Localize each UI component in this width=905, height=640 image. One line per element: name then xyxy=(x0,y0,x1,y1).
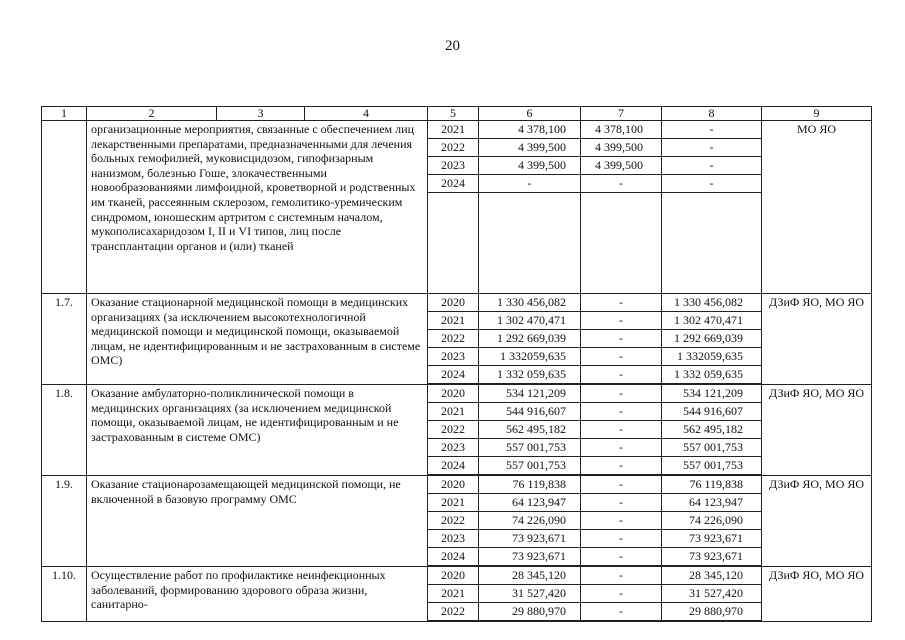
total-cell: 1 332 059,635 xyxy=(479,366,581,384)
oms-fund-cell: 64 123,947 xyxy=(662,494,762,512)
empty-cell xyxy=(581,621,662,622)
regional-budget-cell: - xyxy=(581,175,662,193)
year-cell: 2021 xyxy=(428,585,479,603)
table-row xyxy=(42,476,872,494)
oms-fund-cell: 29 880,970 xyxy=(662,603,762,621)
total-cell: 4 399,500 xyxy=(479,157,581,175)
total-cell: 557 001,753 xyxy=(479,439,581,457)
regional-budget-cell: - xyxy=(581,530,662,548)
regional-budget-cell: - xyxy=(581,548,662,566)
oms-fund-cell: 534 121,209 xyxy=(662,385,762,403)
year-cell: 2021 xyxy=(428,312,479,330)
oms-fund-cell: 557 001,753 xyxy=(662,439,762,457)
total-cell: 1 332059,635 xyxy=(479,348,581,366)
item-name: Оказание стационарозамещающей медицинской помощи, не включенной в базовую программу ОМС xyxy=(87,476,428,567)
responsible-cell: МО ЯО xyxy=(762,121,872,294)
year-cell: 2022 xyxy=(428,139,479,157)
year-cell: 2020 xyxy=(428,385,479,403)
empty-cell xyxy=(581,193,662,294)
year-cell: 2022 xyxy=(428,512,479,530)
oms-fund-cell: 1 292 669,039 xyxy=(662,330,762,348)
table-row xyxy=(42,385,872,403)
total-cell: 534 121,209 xyxy=(479,385,581,403)
total-cell: 29 880,970 xyxy=(479,603,581,621)
total-cell: 1 330 456,082 xyxy=(479,294,581,312)
oms-fund-cell: - xyxy=(662,121,762,139)
regional-budget-cell: - xyxy=(581,567,662,585)
regional-budget-cell: - xyxy=(581,312,662,330)
responsible-cell: ДЗиФ ЯО, МО ЯО xyxy=(762,294,872,385)
oms-fund-cell: 73 923,671 xyxy=(662,530,762,548)
header-cell: 6 xyxy=(479,107,581,121)
year-cell: 2023 xyxy=(428,530,479,548)
year-cell: 2024 xyxy=(428,457,479,475)
total-cell: 28 345,120 xyxy=(479,567,581,585)
year-cell: 2023 xyxy=(428,157,479,175)
regional-budget-cell: - xyxy=(581,512,662,530)
header-cell: 1 xyxy=(42,107,87,121)
regional-budget-cell: - xyxy=(581,294,662,312)
year-cell: 2023 xyxy=(428,439,479,457)
item-index: 1.10. xyxy=(42,567,87,622)
page-number: 20 xyxy=(445,38,460,54)
oms-fund-cell: 76 119,838 xyxy=(662,476,762,494)
year-cell: 2020 xyxy=(428,567,479,585)
regional-budget-cell: - xyxy=(581,603,662,621)
total-cell: 562 495,182 xyxy=(479,421,581,439)
oms-fund-cell: 31 527,420 xyxy=(662,585,762,603)
empty-cell xyxy=(479,621,581,622)
oms-fund-cell: 74 226,090 xyxy=(662,512,762,530)
regional-budget-cell: - xyxy=(581,457,662,475)
program-table xyxy=(41,106,872,622)
oms-fund-cell: - xyxy=(662,157,762,175)
header-cell: 7 xyxy=(581,107,662,121)
header-cell: 4 xyxy=(305,107,428,121)
oms-fund-cell: - xyxy=(662,175,762,193)
total-cell: 74 226,090 xyxy=(479,512,581,530)
header-cell: 2 xyxy=(87,107,217,121)
item-name: организационные мероприятия, связанные с обеспечением лиц лекарственными препаратами, предназначенными для лечения больных гемофилией, муковисцидозом, гипофизарным нанизмом, болезнью Гоше, злокачественными новообразованиями лимфоидной, кроветворной и родственных им тканей, рассеянным склерозом, гемолитико-уремическим синдромом, юношеским артритом с системным началом, мукополисахаридозом I, II и VI типов, лиц после трансплантации органов и (или) тканей xyxy=(87,121,428,294)
regional-budget-cell: - xyxy=(581,494,662,512)
empty-cell xyxy=(662,193,762,294)
year-cell: 2022 xyxy=(428,330,479,348)
header-cell: 5 xyxy=(428,107,479,121)
oms-fund-cell: 73 923,671 xyxy=(662,548,762,566)
header-row xyxy=(42,107,872,121)
year-cell: 2021 xyxy=(428,403,479,421)
empty-cell xyxy=(479,193,581,294)
regional-budget-cell: - xyxy=(581,421,662,439)
year-cell: 2024 xyxy=(428,366,479,384)
item-name: Осуществление работ по профилактике неинфекционных заболеваний, формированию здорового образа жизни, санитарно- xyxy=(87,567,428,622)
header-cell: 8 xyxy=(662,107,762,121)
item-index xyxy=(42,121,87,294)
year-cell: 2023 xyxy=(428,348,479,366)
total-cell: 544 916,607 xyxy=(479,403,581,421)
total-cell: 64 123,947 xyxy=(479,494,581,512)
total-cell: 557 001,753 xyxy=(479,457,581,475)
header-cell: 9 xyxy=(762,107,872,121)
regional-budget-cell: - xyxy=(581,476,662,494)
responsible-cell: ДЗиФ ЯО, МО ЯО xyxy=(762,567,872,622)
regional-budget-cell: 4 399,500 xyxy=(581,157,662,175)
regional-budget-cell: - xyxy=(581,439,662,457)
total-cell: 4 399,500 xyxy=(479,139,581,157)
table-row xyxy=(42,294,872,312)
oms-fund-cell: 28 345,120 xyxy=(662,567,762,585)
year-cell: 2020 xyxy=(428,294,479,312)
year-cell: 2024 xyxy=(428,548,479,566)
responsible-cell: ДЗиФ ЯО, МО ЯО xyxy=(762,385,872,476)
year-cell: 2021 xyxy=(428,121,479,139)
regional-budget-cell: 4 378,100 xyxy=(581,121,662,139)
oms-fund-cell: 1 332059,635 xyxy=(662,348,762,366)
responsible-cell: ДЗиФ ЯО, МО ЯО xyxy=(762,476,872,567)
oms-fund-cell: - xyxy=(662,139,762,157)
header-cell: 3 xyxy=(217,107,305,121)
item-index: 1.7. xyxy=(42,294,87,385)
year-cell: 2022 xyxy=(428,421,479,439)
regional-budget-cell: - xyxy=(581,403,662,421)
total-cell: 1 302 470,471 xyxy=(479,312,581,330)
total-cell: 73 923,671 xyxy=(479,548,581,566)
table-row xyxy=(42,567,872,585)
oms-fund-cell: 562 495,182 xyxy=(662,421,762,439)
item-index: 1.8. xyxy=(42,385,87,476)
regional-budget-cell: - xyxy=(581,330,662,348)
total-cell: 1 292 669,039 xyxy=(479,330,581,348)
year-cell: 2024 xyxy=(428,175,479,193)
year-cell: 2021 xyxy=(428,494,479,512)
oms-fund-cell: 557 001,753 xyxy=(662,457,762,475)
oms-fund-cell: 1 330 456,082 xyxy=(662,294,762,312)
item-index: 1.9. xyxy=(42,476,87,567)
oms-fund-cell: 544 916,607 xyxy=(662,403,762,421)
table-row xyxy=(42,121,872,139)
item-name: Оказание стационарной медицинской помощи в медицинских организациях (за исключением высокотехнологичной медицинской помощи и медицинской помощи, оказываемой лицам, не идентифицированным и не застрахованным в системе ОМС) xyxy=(87,294,428,385)
regional-budget-cell: 4 399,500 xyxy=(581,139,662,157)
oms-fund-cell: 1 302 470,471 xyxy=(662,312,762,330)
regional-budget-cell: - xyxy=(581,385,662,403)
total-cell: 73 923,671 xyxy=(479,530,581,548)
regional-budget-cell: - xyxy=(581,366,662,384)
regional-budget-cell: - xyxy=(581,348,662,366)
empty-cell xyxy=(428,193,479,294)
total-cell: 76 119,838 xyxy=(479,476,581,494)
regional-budget-cell: - xyxy=(581,585,662,603)
empty-cell xyxy=(428,621,479,622)
year-cell: 2022 xyxy=(428,603,479,621)
oms-fund-cell: 1 332 059,635 xyxy=(662,366,762,384)
total-cell: - xyxy=(479,175,581,193)
item-name: Оказание амбулаторно-поликлинической помощи в медицинских организациях (за исключением медицинской помощи, оказываемой лицам, не идентифицированным и не застрахованным в системе ОМС) xyxy=(87,385,428,476)
total-cell: 4 378,100 xyxy=(479,121,581,139)
year-cell: 2020 xyxy=(428,476,479,494)
total-cell: 31 527,420 xyxy=(479,585,581,603)
empty-cell xyxy=(662,621,762,622)
